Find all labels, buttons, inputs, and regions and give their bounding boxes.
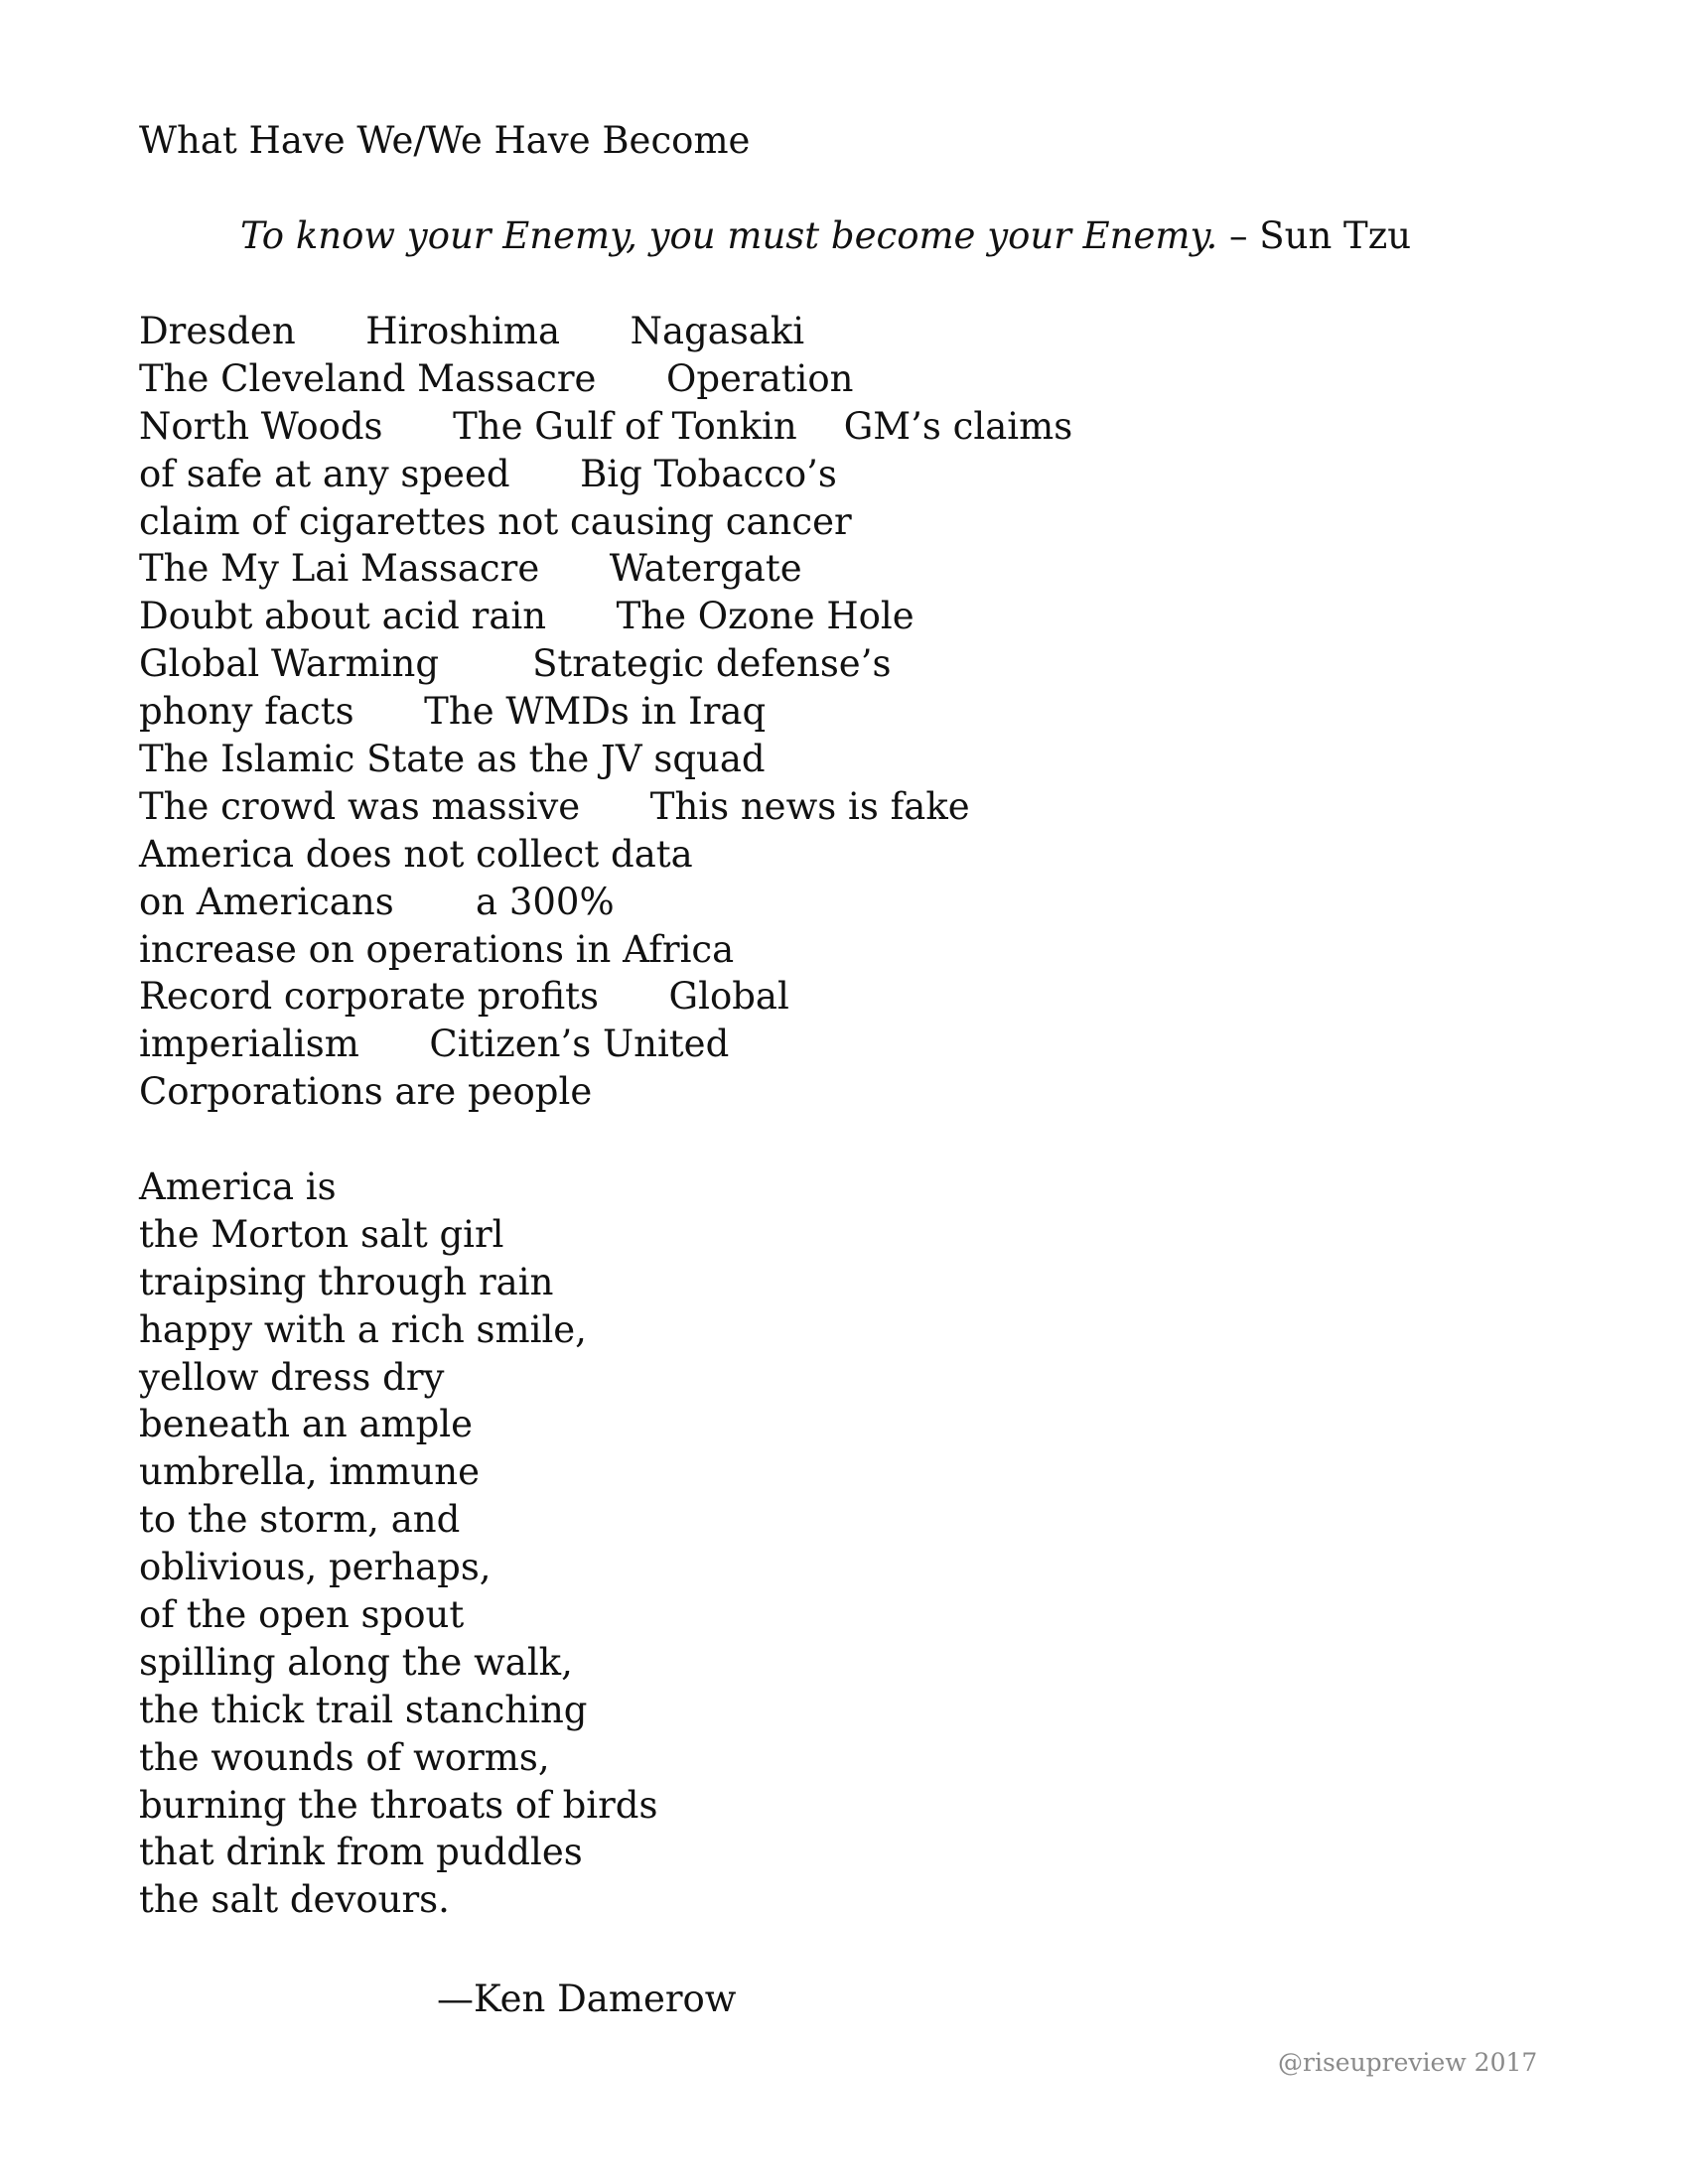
poem-line: that drink from puddles: [139, 1831, 583, 1874]
poem-line: to the storm, and: [139, 1498, 461, 1542]
poem-line: umbrella, immune: [139, 1450, 480, 1494]
stanza-2: [139, 1163, 657, 1924]
poem-line: the thick trail stanching: [139, 1688, 588, 1731]
poem-line: increase on operations in Africa: [139, 927, 735, 971]
poem-line: the salt devours.: [139, 1878, 450, 1922]
poem-line: on Americans a 300%: [139, 880, 615, 923]
poem-line: Dresden Hiroshima Nagasaki: [139, 310, 805, 352]
copyright-notice: @riseupreview 2017: [1278, 2048, 1538, 2077]
poem-line: North Woods The Gulf of Tonkin GM’s claims: [139, 404, 1073, 448]
author-signature: —Ken Damerow: [437, 1978, 737, 2020]
stanza-1: [139, 308, 1072, 1116]
poem-line: Corporations are people: [139, 1070, 593, 1114]
poem-line: The crowd was massive This news is fake: [139, 784, 970, 828]
epigraph-quote: To know your Enemy, you must become your Enemy.: [240, 214, 1218, 257]
poem-line: traipsing through rain: [139, 1260, 554, 1303]
poem-line: spilling along the walk,: [139, 1640, 573, 1684]
poem-line: yellow dress dry: [139, 1355, 445, 1399]
poem-line: the wounds of worms,: [139, 1735, 550, 1779]
poem-line: the Morton salt girl: [139, 1212, 504, 1256]
poem-line: burning the throats of birds: [139, 1783, 658, 1827]
poem-line: The Islamic State as the JV squad: [139, 738, 766, 781]
poem-line: happy with a rich smile,: [139, 1307, 587, 1351]
epigraph: [240, 212, 1411, 260]
poem-line: imperialism Citizen’s United: [139, 1023, 730, 1066]
poem-line: of safe at any speed Big Tobacco’s: [139, 452, 837, 495]
poem-line: oblivious, perhaps,: [139, 1546, 492, 1589]
poem-line: The My Lai Massacre Watergate: [139, 547, 802, 591]
poem-line: beneath an ample: [139, 1403, 474, 1446]
poem-title: What Have We/We Have Become: [139, 119, 751, 162]
poem-line: of the open spout: [139, 1593, 465, 1637]
poem-line: America does not collect data: [139, 832, 693, 876]
poem-line: phony facts The WMDs in Iraq: [139, 690, 767, 734]
epigraph-attribution: – Sun Tzu: [1217, 214, 1412, 257]
poem-line: The Cleveland Massacre Operation: [139, 356, 854, 400]
poem-line: Record corporate profits Global: [139, 975, 789, 1019]
poem-line: America is: [139, 1165, 337, 1208]
poem-line: Global Warming Strategic defense’s: [139, 642, 892, 686]
poem-line: Doubt about acid rain The Ozone Hole: [139, 595, 914, 638]
poem-line: claim of cigarettes not causing cancer: [139, 499, 852, 543]
